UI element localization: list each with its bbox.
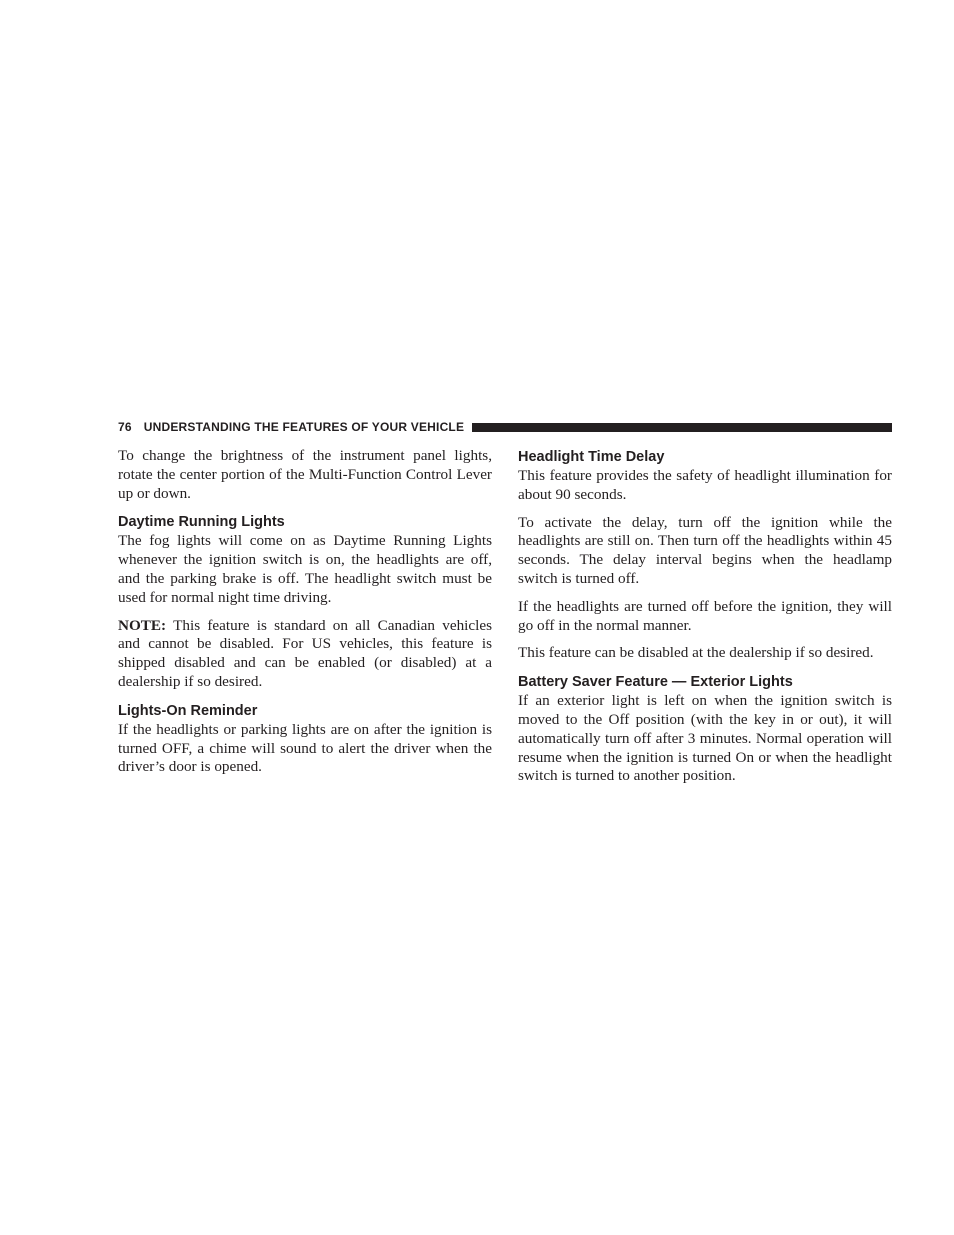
reminder-paragraph: If the headlights or parking lights are on after the ignition is turned OFF, a chime will sound to alert the driver when the driver’s door is opened. — [118, 720, 492, 776]
page-header — [118, 419, 892, 435]
intro-paragraph: To change the brightness of the instrument panel lights, rotate the center portion of the Multi-Function Control Lever up or down. — [118, 447, 492, 502]
delay-paragraph-1: This feature provides the safety of headlight illumination for about 90 seconds. — [518, 467, 892, 503]
delay-paragraph-3: If the headlights are turned off before the ignition, they will go off in the normal manner. — [518, 597, 892, 634]
note-paragraph — [118, 617, 492, 692]
drl-heading: Daytime Running Lights — [118, 514, 285, 531]
delay-paragraph-2: To activate the delay, turn off the ignition while the headlights are still on. Then turn off the headlights within 45 seconds. The delay interval begins when the headlamp switch is turned off. — [518, 513, 892, 587]
drl-paragraph: The fog lights will come on as Daytime Running Lights whenever the ignition switch is on, the headlights are off, and the parking brake is off. The headlight switch must be used for normal night time driving. — [118, 532, 492, 606]
left-column — [118, 447, 492, 786]
saver-paragraph: If an exterior light is left on when the ignition switch is moved to the Off position (with the key in or out), it will automatically turn off after 3 minutes. Normal operation will resume when the ignition is turned On or when the headlight switch is turned to another position. — [518, 692, 892, 785]
header-rule — [472, 423, 892, 432]
delay-heading: Headlight Time Delay — [518, 449, 665, 465]
delay-paragraph-4: This feature can be disabled at the dealership if so desired. — [518, 644, 874, 662]
reminder-heading: Lights-On Reminder — [118, 702, 258, 719]
page-number: 76 — [118, 420, 132, 434]
note-text: This feature is standard on all Canadian vehicles and cannot be disabled. For US vehicles, this feature is shipped disabled and can be enabled (or disabled) at a dealership if so desired. — [118, 616, 492, 690]
section-title: UNDERSTANDING THE FEATURES OF YOUR VEHICLE — [143, 420, 465, 434]
note-label: NOTE: — [118, 616, 167, 634]
saver-heading: Battery Saver Feature — Exterior Lights — [518, 674, 793, 691]
right-column — [518, 448, 892, 795]
